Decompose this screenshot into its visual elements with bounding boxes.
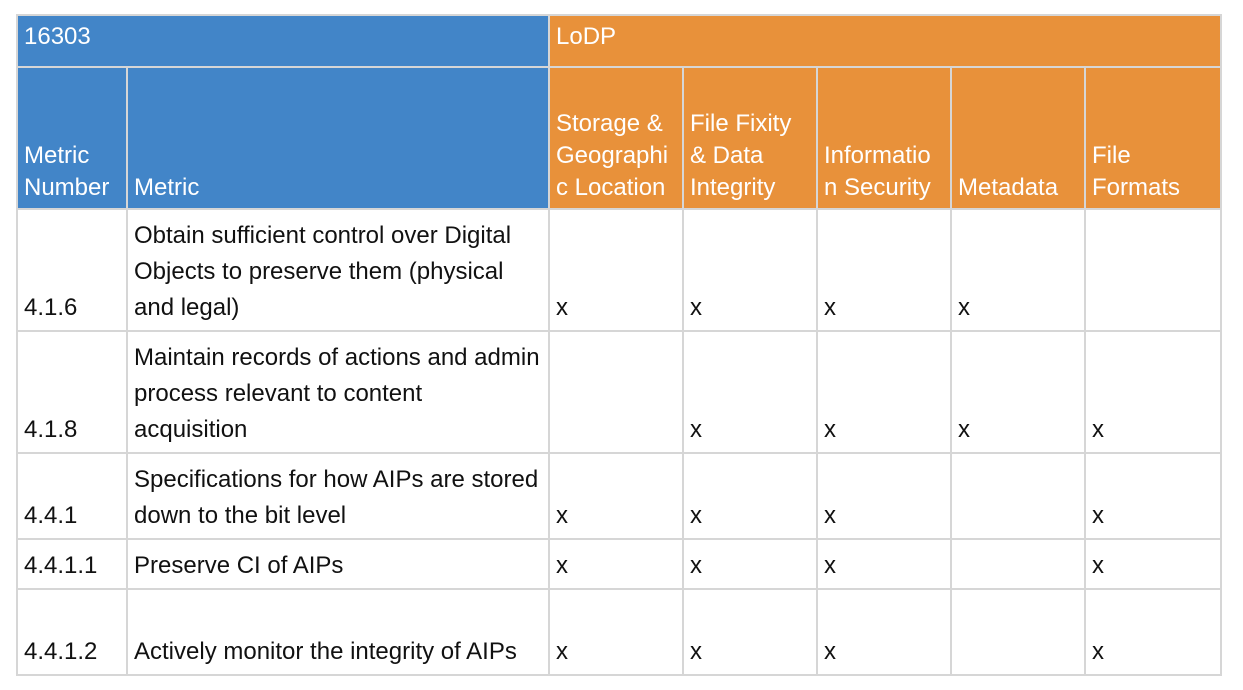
column-header-metric-number: Metric Number [17, 67, 127, 209]
metric-cell: Actively monitor the integrity of AIPs [127, 589, 549, 675]
metric-cell: Preserve CI of AIPs [127, 539, 549, 589]
metric-number-cell: 4.1.8 [17, 331, 127, 453]
group-header-row [17, 15, 1221, 67]
formats-cell: x [1085, 453, 1221, 539]
security-cell: x [817, 209, 951, 331]
security-cell: x [817, 331, 951, 453]
metadata-cell [951, 539, 1085, 589]
metric-number-cell: 4.4.1.1 [17, 539, 127, 589]
metrics-table [16, 14, 1222, 676]
table-row [17, 589, 1221, 675]
column-header-metric: Metric [127, 67, 549, 209]
formats-cell: x [1085, 331, 1221, 453]
column-header-metadata: Metadata [951, 67, 1085, 209]
table-row [17, 209, 1221, 331]
column-header-fixity: File Fixity & Data Integrity [683, 67, 817, 209]
security-cell: x [817, 539, 951, 589]
metadata-cell: x [951, 209, 1085, 331]
fixity-cell: x [683, 209, 817, 331]
metadata-cell [951, 589, 1085, 675]
metadata-cell [951, 453, 1085, 539]
fixity-cell: x [683, 589, 817, 675]
storage-cell [549, 331, 683, 453]
metric-cell: Obtain sufficient control over Digital Objects to preserve them (physical and legal) [127, 209, 549, 331]
metadata-cell: x [951, 331, 1085, 453]
metric-cell: Specifications for how AIPs are stored down to the bit level [127, 453, 549, 539]
table-row [17, 331, 1221, 453]
formats-cell [1085, 209, 1221, 331]
storage-cell: x [549, 539, 683, 589]
fixity-cell: x [683, 453, 817, 539]
security-cell: x [817, 453, 951, 539]
fixity-cell: x [683, 331, 817, 453]
group-header-lodp: LoDP [549, 15, 1221, 67]
metric-number-cell: 4.4.1.2 [17, 589, 127, 675]
fixity-cell: x [683, 539, 817, 589]
column-header-storage: Storage & Geographic Location [549, 67, 683, 209]
storage-cell: x [549, 209, 683, 331]
storage-cell: x [549, 453, 683, 539]
group-header-16303: 16303 [17, 15, 549, 67]
column-header-row [17, 67, 1221, 209]
column-header-formats: File Formats [1085, 67, 1221, 209]
metric-number-cell: 4.4.1 [17, 453, 127, 539]
metric-cell: Maintain records of actions and admin process relevant to content acquisition [127, 331, 549, 453]
table-row [17, 453, 1221, 539]
metric-number-cell: 4.1.6 [17, 209, 127, 331]
formats-cell: x [1085, 539, 1221, 589]
formats-cell: x [1085, 589, 1221, 675]
security-cell: x [817, 589, 951, 675]
storage-cell: x [549, 589, 683, 675]
column-header-security: Information Security [817, 67, 951, 209]
table-row [17, 539, 1221, 589]
